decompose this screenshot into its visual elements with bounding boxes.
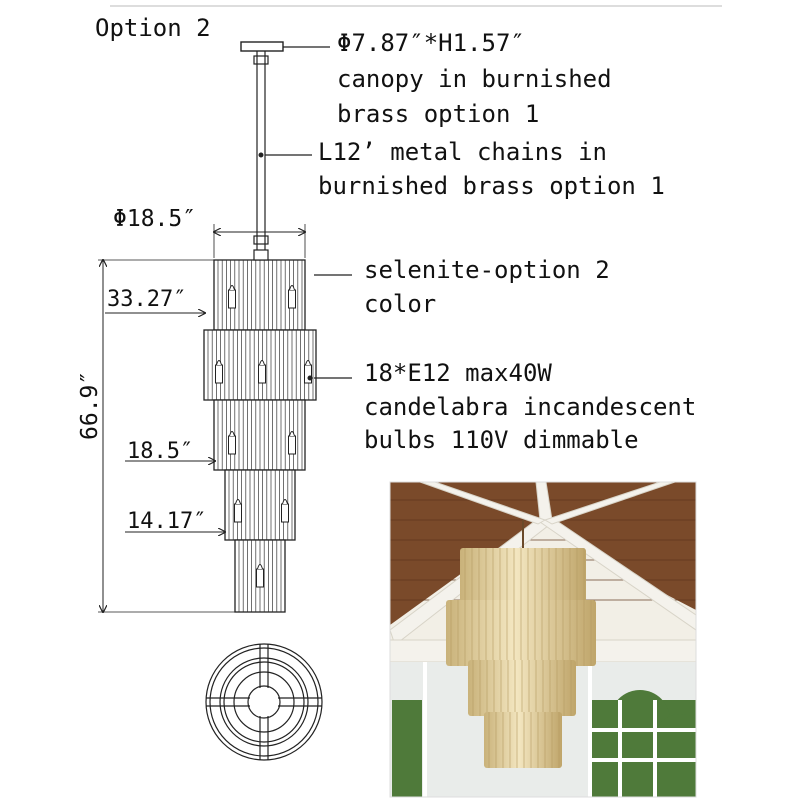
svg-text:selenite-option 2: selenite-option 2	[364, 256, 610, 284]
chain-annotation	[318, 138, 665, 200]
tier-5	[235, 540, 285, 612]
photo-tier-1	[460, 548, 586, 606]
height-label: 66.9″	[77, 370, 103, 440]
svg-text:Φ7.87″*H1.57″: Φ7.87″*H1.57″	[337, 29, 525, 57]
chain	[254, 51, 268, 252]
svg-text:candelabra incandescent: candelabra incandescent	[364, 393, 697, 421]
bulb-icon	[282, 500, 289, 523]
top-diameter-label: Φ18.5″	[113, 206, 197, 232]
bulb-icon	[289, 432, 296, 455]
canopy	[241, 42, 283, 51]
bulb-icon	[259, 361, 266, 384]
svg-text:bulbs 110V dimmable: bulbs 110V dimmable	[364, 426, 639, 454]
top-view	[206, 644, 322, 760]
svg-text:18*E12 max40W: 18*E12 max40W	[364, 359, 552, 387]
svg-text:color: color	[364, 290, 437, 318]
technical-drawing	[98, 42, 352, 760]
tier4-width-label: 14.17″	[127, 509, 207, 534]
svg-text:burnished brass option 1: burnished brass option 1	[318, 172, 665, 200]
bulb-icon	[229, 286, 236, 309]
canopy-annotation	[337, 29, 612, 128]
tier-3	[214, 400, 305, 470]
bulb-annotation	[364, 359, 696, 454]
bulb-icon	[235, 500, 242, 523]
tier3-width-label: 18.5″	[127, 439, 194, 464]
svg-text:brass option 1: brass option 1	[337, 100, 540, 128]
installation-photo	[390, 482, 706, 797]
tier-2	[204, 330, 316, 400]
photo-tier-3	[468, 660, 576, 716]
bulb-icon	[289, 286, 296, 309]
hanging-cap	[254, 250, 268, 260]
shade-annotation	[364, 256, 610, 318]
bulb-icon	[216, 361, 223, 384]
photo-tier-2	[446, 600, 596, 666]
svg-text:canopy in burnished: canopy in burnished	[337, 65, 612, 93]
tier-1	[214, 260, 305, 330]
option-title: Option 2	[95, 14, 211, 42]
bulb-icon	[229, 432, 236, 455]
svg-text:L12’ metal chains in: L12’ metal chains in	[318, 138, 607, 166]
bulb-icon	[257, 565, 264, 588]
tier2-width-label: 33.27″	[107, 287, 187, 312]
tier-4	[225, 470, 295, 540]
photo-tier-4	[484, 712, 562, 768]
